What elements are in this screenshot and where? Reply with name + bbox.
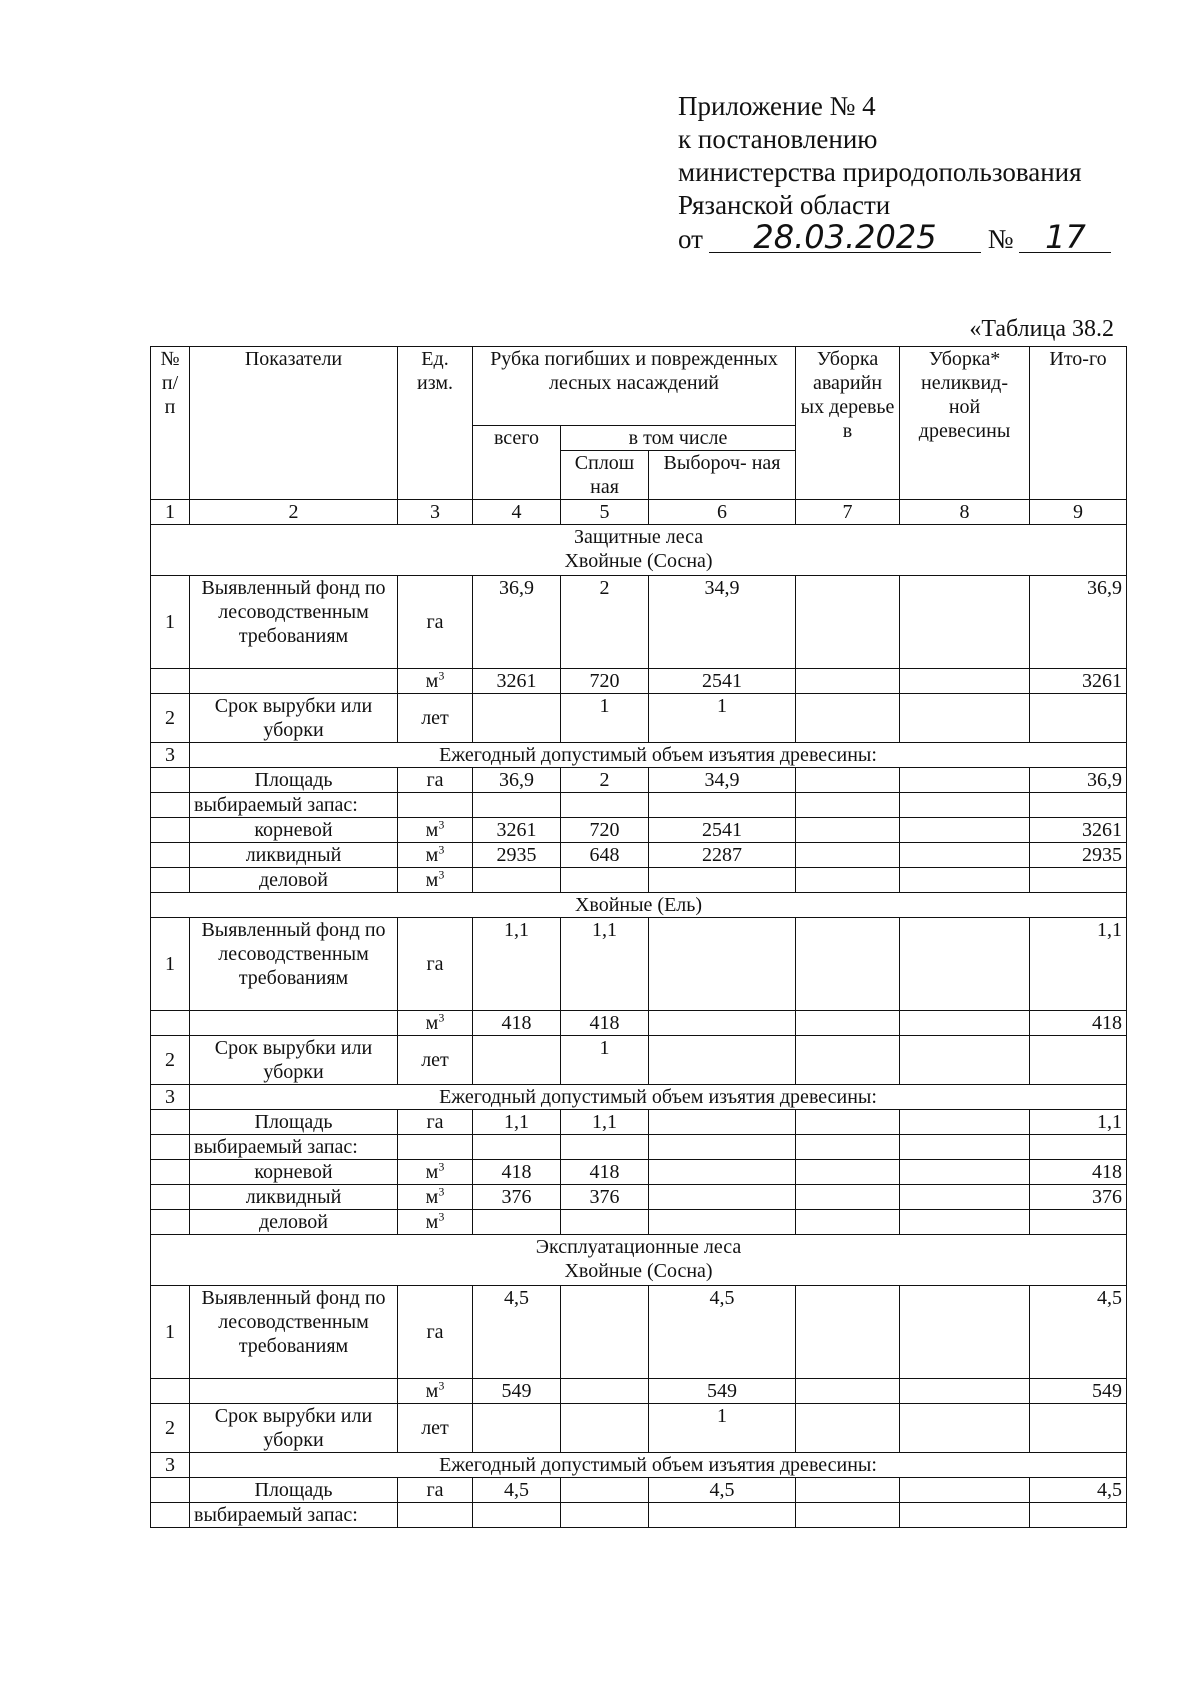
value-cell [398, 793, 473, 818]
value-cell: 2 [561, 576, 649, 669]
section-title [151, 525, 1127, 576]
value-cell [796, 1379, 900, 1404]
value-cell [398, 1503, 473, 1528]
value-cell: 4,5 [473, 1478, 561, 1503]
value-cell [561, 1503, 649, 1528]
value-cell [473, 694, 561, 743]
value-cell [796, 1503, 900, 1528]
indicator-label: Площадь [190, 1110, 398, 1135]
value-cell: 418 [1030, 1011, 1127, 1036]
value-cell: 4,5 [1030, 1286, 1127, 1379]
col-header-indicators: Показатели [190, 347, 398, 500]
value-cell [473, 1503, 561, 1528]
area-row [151, 768, 1127, 793]
value-cell [900, 1185, 1030, 1210]
indicator-label: деловой [190, 1210, 398, 1235]
value-cell: 36,9 [1030, 768, 1127, 793]
value-cell: 1,1 [561, 1110, 649, 1135]
identified-fund-row [151, 576, 1127, 669]
table-body [151, 347, 1127, 1528]
value-cell [473, 1210, 561, 1235]
value-cell [900, 576, 1030, 669]
row-number: 1 [151, 918, 190, 1011]
data-table [150, 346, 1127, 1528]
value-cell [649, 868, 796, 893]
number-label: № [987, 224, 1014, 254]
col-header-sum: Ито-го [1030, 347, 1127, 500]
row-number [151, 868, 190, 893]
annual-volume-label: Ежегодный допустимый объем изъятия древесины: [190, 743, 1127, 768]
value-cell [900, 1011, 1030, 1036]
value-cell: 1 [649, 1404, 796, 1453]
value-cell: 418 [473, 1160, 561, 1185]
indicator-label [190, 1011, 398, 1036]
section-title-row [151, 893, 1127, 918]
indicator-label [190, 1379, 398, 1404]
value-cell [900, 868, 1030, 893]
value-cell [561, 1379, 649, 1404]
value-cell [796, 793, 900, 818]
unit-text: м [425, 1186, 439, 1208]
unit-cell: лет [398, 694, 473, 743]
value-cell: 2935 [473, 843, 561, 868]
col-number: 2 [190, 500, 398, 525]
indicator-label: Срок вырубки или уборки [190, 1036, 398, 1085]
annual-volume-row [151, 1085, 1127, 1110]
indicator-label: выбираемый запас: [190, 1135, 398, 1160]
row-number: 3 [151, 1453, 190, 1478]
unit-cell [398, 818, 473, 843]
value-cell: 1 [649, 694, 796, 743]
header-date-line [678, 218, 1111, 256]
value-cell [1030, 1503, 1127, 1528]
value-cell [561, 1404, 649, 1453]
row-number [151, 1160, 190, 1185]
business-stock-row [151, 868, 1127, 893]
value-cell [900, 1036, 1030, 1085]
unit-cell [398, 1210, 473, 1235]
value-cell [649, 1210, 796, 1235]
value-cell: 1,1 [473, 918, 561, 1011]
identified-fund-volume-row [151, 669, 1127, 694]
row-number [151, 1210, 190, 1235]
value-cell [900, 918, 1030, 1011]
root-stock-row [151, 1160, 1127, 1185]
value-cell: 720 [561, 818, 649, 843]
unit-cell [398, 1160, 473, 1185]
value-cell [796, 1404, 900, 1453]
value-cell: 3261 [473, 818, 561, 843]
value-cell [649, 1185, 796, 1210]
value-cell [561, 1135, 649, 1160]
col-header-clear: Сплош ная [561, 451, 649, 500]
section-title-line: Хвойные (Сосна) [564, 550, 713, 572]
col-number: 3 [398, 500, 473, 525]
value-cell: 1,1 [473, 1110, 561, 1135]
col-number: 5 [561, 500, 649, 525]
value-cell [900, 694, 1030, 743]
value-cell [649, 1160, 796, 1185]
value-cell: 376 [1030, 1185, 1127, 1210]
header-line-2: к постановлению [678, 124, 878, 154]
value-cell [900, 1503, 1030, 1528]
section-title-row [151, 525, 1127, 576]
col-number: 7 [796, 500, 900, 525]
value-cell [900, 1110, 1030, 1135]
col-header-num: № п/ п [151, 347, 190, 500]
value-cell: 34,9 [649, 576, 796, 669]
section-title-row [151, 1235, 1127, 1286]
value-cell: 549 [473, 1379, 561, 1404]
value-cell [900, 1210, 1030, 1235]
value-cell: 1 [561, 1036, 649, 1085]
value-cell [561, 793, 649, 818]
unit-cell [398, 868, 473, 893]
unit-superscript: 3 [438, 817, 445, 832]
value-cell: 549 [1030, 1379, 1127, 1404]
value-cell [473, 1036, 561, 1085]
annual-volume-row [151, 743, 1127, 768]
value-cell [649, 793, 796, 818]
value-cell [900, 1379, 1030, 1404]
row-number [151, 818, 190, 843]
value-cell [1030, 694, 1127, 743]
col-number: 8 [900, 500, 1030, 525]
value-cell [796, 669, 900, 694]
value-cell: 1,1 [1030, 918, 1127, 1011]
unit-superscript: 3 [438, 1159, 445, 1174]
value-cell [900, 1160, 1030, 1185]
value-cell: 418 [561, 1011, 649, 1036]
stock-row [151, 793, 1127, 818]
value-cell: 4,5 [649, 1286, 796, 1379]
unit-text: м [425, 670, 439, 692]
value-cell [796, 576, 900, 669]
row-number: 1 [151, 1286, 190, 1379]
indicator-label: Площадь [190, 768, 398, 793]
value-cell: 4,5 [649, 1478, 796, 1503]
row-number [151, 793, 190, 818]
value-cell [900, 843, 1030, 868]
indicator-label: выбираемый запас: [190, 1503, 398, 1528]
col-number: 4 [473, 500, 561, 525]
value-cell [900, 669, 1030, 694]
annual-volume-label: Ежегодный допустимый объем изъятия древесины: [190, 1085, 1127, 1110]
indicator-label: корневой [190, 818, 398, 843]
unit-text: м [425, 844, 439, 866]
value-cell [796, 694, 900, 743]
annual-volume-row [151, 1453, 1127, 1478]
value-cell [561, 1210, 649, 1235]
row-number [151, 768, 190, 793]
term-row [151, 1404, 1127, 1453]
value-cell: 4,5 [1030, 1478, 1127, 1503]
value-cell [1030, 793, 1127, 818]
indicator-label: выбираемый запас: [190, 793, 398, 818]
identified-fund-row [151, 1286, 1127, 1379]
table-caption: «Таблица 38.2 [969, 316, 1114, 342]
unit-text: м [425, 1012, 439, 1034]
unit-text: м [425, 1211, 439, 1233]
row-number [151, 1011, 190, 1036]
section-title-line: Хвойные (Ель) [574, 894, 703, 916]
value-cell [473, 868, 561, 893]
value-cell: 36,9 [473, 768, 561, 793]
header-line-4: Рязанской области [678, 190, 891, 220]
col-header-illiquid: Уборка* неликвид- ной древесины [900, 347, 1030, 500]
col-header-emergency: Уборка аварийн ых деревье в [796, 347, 900, 500]
value-cell [900, 1286, 1030, 1379]
value-cell [1030, 1036, 1127, 1085]
col-header-unit: Ед. изм. [398, 347, 473, 500]
unit-text: м [425, 1380, 439, 1402]
value-cell [796, 818, 900, 843]
value-cell [473, 1135, 561, 1160]
unit-cell: га [398, 918, 473, 1011]
unit-cell [398, 1185, 473, 1210]
value-cell [561, 1286, 649, 1379]
value-cell [796, 1011, 900, 1036]
col-header-including: в том числе [561, 426, 796, 451]
value-cell [796, 1185, 900, 1210]
unit-text: м [425, 1161, 439, 1183]
from-label: от [678, 224, 703, 254]
column-numbers-row [151, 500, 1127, 525]
value-cell: 2541 [649, 669, 796, 694]
row-number [151, 669, 190, 694]
root-stock-row [151, 818, 1127, 843]
indicator-label: Площадь [190, 1478, 398, 1503]
value-cell: 2935 [1030, 843, 1127, 868]
value-cell [561, 1478, 649, 1503]
value-cell: 3261 [473, 669, 561, 694]
row-number: 2 [151, 694, 190, 743]
value-cell: 418 [473, 1011, 561, 1036]
value-cell: 1,1 [1030, 1110, 1127, 1135]
term-row [151, 694, 1127, 743]
value-cell [796, 1478, 900, 1503]
identified-fund-volume-row [151, 1011, 1127, 1036]
value-cell [649, 1135, 796, 1160]
unit-cell: лет [398, 1036, 473, 1085]
business-stock-row [151, 1210, 1127, 1235]
document-header [678, 90, 1111, 256]
unit-superscript: 3 [438, 1209, 445, 1224]
section-title-line: Хвойные (Сосна) [564, 1260, 713, 1282]
liquid-stock-row [151, 1185, 1127, 1210]
unit-cell: га [398, 1286, 473, 1379]
value-cell: 549 [649, 1379, 796, 1404]
row-number: 1 [151, 576, 190, 669]
value-cell [900, 1135, 1030, 1160]
row-number [151, 1135, 190, 1160]
indicator-label: корневой [190, 1160, 398, 1185]
unit-text: м [425, 869, 439, 891]
indicator-label: деловой [190, 868, 398, 893]
value-cell [796, 1160, 900, 1185]
value-cell [473, 793, 561, 818]
unit-cell: лет [398, 1404, 473, 1453]
annual-volume-label: Ежегодный допустимый объем изъятия древесины: [190, 1453, 1127, 1478]
indicator-label: Срок вырубки или уборки [190, 1404, 398, 1453]
value-cell: 3261 [1030, 669, 1127, 694]
value-cell [473, 1404, 561, 1453]
col-number: 1 [151, 500, 190, 525]
value-cell: 418 [561, 1160, 649, 1185]
row-number [151, 1503, 190, 1528]
unit-cell [398, 1379, 473, 1404]
row-number: 3 [151, 743, 190, 768]
value-cell: 1,1 [561, 918, 649, 1011]
value-cell [900, 818, 1030, 843]
row-number [151, 1478, 190, 1503]
value-cell: 418 [1030, 1160, 1127, 1185]
value-cell [1030, 1404, 1127, 1453]
value-cell [1030, 868, 1127, 893]
indicator-label: Срок вырубки или уборки [190, 694, 398, 743]
unit-superscript: 3 [438, 1010, 445, 1025]
value-cell: 648 [561, 843, 649, 868]
indicator-label: ликвидный [190, 843, 398, 868]
unit-text: м [425, 819, 439, 841]
header-line-3: министерства природопользования [678, 157, 1082, 187]
liquid-stock-row [151, 843, 1127, 868]
unit-superscript: 3 [438, 867, 445, 882]
col-header-total: всего [473, 426, 561, 500]
value-cell [900, 1404, 1030, 1453]
value-cell: 1 [561, 694, 649, 743]
unit-cell [398, 1011, 473, 1036]
value-cell: 376 [473, 1185, 561, 1210]
section-title-line: Эксплуатационные леса [535, 1236, 742, 1258]
value-cell: 2 [561, 768, 649, 793]
header-row-1 [151, 347, 1127, 426]
value-cell: 4,5 [473, 1286, 561, 1379]
unit-cell: га [398, 1478, 473, 1503]
value-cell [796, 1110, 900, 1135]
unit-superscript: 3 [438, 668, 445, 683]
unit-superscript: 3 [438, 1378, 445, 1393]
unit-cell [398, 669, 473, 694]
row-number [151, 1185, 190, 1210]
value-cell [649, 1036, 796, 1085]
stock-row [151, 1503, 1127, 1528]
indicator-label: Выявленный фонд по лесоводственным требованиям [190, 1286, 398, 1379]
handwritten-number: 17 [1019, 222, 1111, 253]
indicator-label [190, 669, 398, 694]
value-cell: 376 [561, 1185, 649, 1210]
value-cell [561, 868, 649, 893]
identified-fund-row [151, 918, 1127, 1011]
value-cell [796, 1210, 900, 1235]
value-cell [649, 1110, 796, 1135]
value-cell [900, 1478, 1030, 1503]
value-cell: 34,9 [649, 768, 796, 793]
value-cell [796, 868, 900, 893]
col-number: 6 [649, 500, 796, 525]
section-title [151, 1235, 1127, 1286]
identified-fund-volume-row [151, 1379, 1127, 1404]
value-cell [796, 768, 900, 793]
row-number: 3 [151, 1085, 190, 1110]
value-cell [796, 1135, 900, 1160]
value-cell [900, 793, 1030, 818]
unit-cell: га [398, 768, 473, 793]
col-header-selective: Выбороч- ная [649, 451, 796, 500]
value-cell [796, 1036, 900, 1085]
indicator-label: Выявленный фонд по лесоводственным требованиям [190, 918, 398, 1011]
header-line-1: Приложение № 4 [678, 91, 876, 121]
row-number: 2 [151, 1036, 190, 1085]
handwritten-date: 28.03.2025 [709, 222, 981, 253]
value-cell [900, 768, 1030, 793]
section-title [151, 893, 1127, 918]
value-cell [1030, 1210, 1127, 1235]
stock-row [151, 1135, 1127, 1160]
row-number: 2 [151, 1404, 190, 1453]
value-cell [649, 1503, 796, 1528]
section-title-line: Защитные леса [573, 526, 704, 548]
area-row [151, 1478, 1127, 1503]
value-cell [796, 1286, 900, 1379]
value-cell: 2287 [649, 843, 796, 868]
unit-cell: га [398, 1110, 473, 1135]
term-row [151, 1036, 1127, 1085]
value-cell [796, 918, 900, 1011]
value-cell: 720 [561, 669, 649, 694]
value-cell [398, 1135, 473, 1160]
row-number [151, 843, 190, 868]
col-number: 9 [1030, 500, 1127, 525]
value-cell [1030, 1135, 1127, 1160]
indicator-label: ликвидный [190, 1185, 398, 1210]
row-number [151, 1379, 190, 1404]
value-cell: 36,9 [473, 576, 561, 669]
unit-superscript: 3 [438, 842, 445, 857]
value-cell: 3261 [1030, 818, 1127, 843]
area-row [151, 1110, 1127, 1135]
unit-cell: га [398, 576, 473, 669]
unit-superscript: 3 [438, 1184, 445, 1199]
col-header-felling-group: Рубка погибших и поврежденных лесных насаждений [473, 347, 796, 426]
value-cell [649, 1011, 796, 1036]
unit-cell [398, 843, 473, 868]
value-cell: 36,9 [1030, 576, 1127, 669]
row-number [151, 1110, 190, 1135]
indicator-label: Выявленный фонд по лесоводственным требованиям [190, 576, 398, 669]
value-cell [649, 918, 796, 1011]
value-cell [796, 843, 900, 868]
value-cell: 2541 [649, 818, 796, 843]
